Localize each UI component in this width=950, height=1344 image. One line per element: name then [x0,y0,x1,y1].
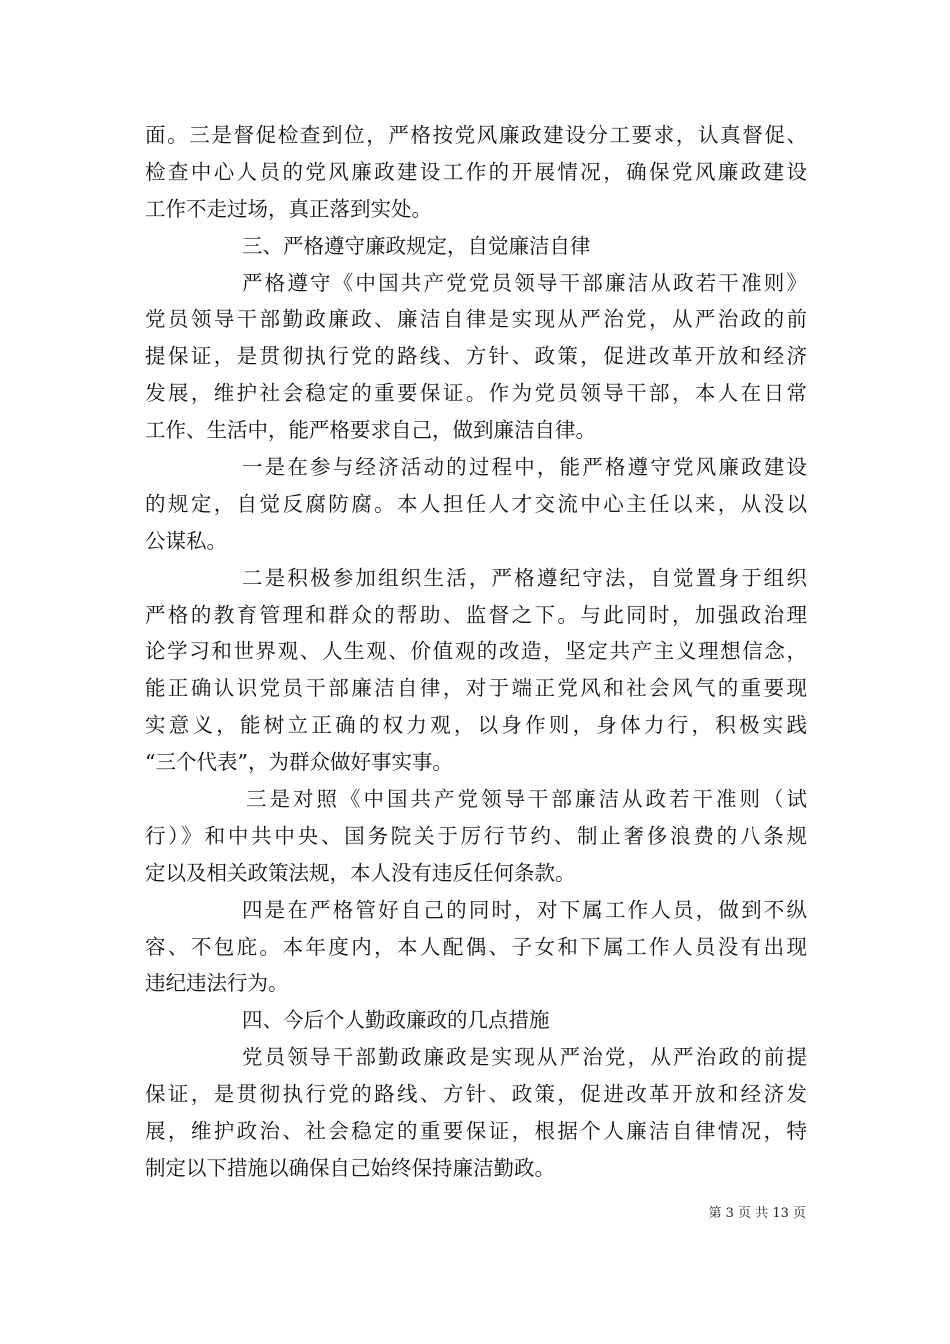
text-line: 发展，维护社会稳定的重要保证。作为党员领导干部，本人在日常 [145,381,807,406]
text-line: 党员领导干部勤政廉政是实现从严治党，从严治政的前提 [242,1045,807,1070]
text-line: 面。三是督促检查到位，严格按党风廉政建设分工要求，认真督促、 [145,123,807,147]
text-line: 行）》和中共中央、国务院关于厉行节约、制止奢侈浪费的八条规 [145,823,807,848]
text-line: 工作不走过场，真正落到实处。 [145,196,432,221]
text-line: 实意义，能树立正确的权力观，以身作则，身体力行，积极实践 [145,713,807,738]
text-line: 保证，是贯彻执行党的路线、方针、政策，促进改革开放和经济发 [145,1082,807,1107]
text-line: 违纪违法行为。 [145,971,289,996]
text-line: 严格遵守《中国共产党党员领导干部廉洁从政若干准则》 [242,270,807,295]
text-line: 工作、生活中，能严格要求自己，做到廉洁自律。 [145,418,596,443]
text-line: 的规定，自觉反腐防腐。本人担任人才交流中心主任以来，从没以 [145,491,807,516]
text-line: 展，维护政治、社会稳定的重要保证，根据个人廉洁自律情况，特 [145,1119,807,1144]
text-line: 提保证，是贯彻执行党的路线、方针、政策，促进改革开放和经济 [145,344,807,369]
page-number-footer: 第 3 页 共 13 页 [708,1206,806,1221]
section-heading: 三、严格遵守廉政规定，自觉廉洁自律 [242,233,591,258]
text-line: 四是在严格管好自己的同时，对下属工作人员，做到不纵 [242,897,807,922]
body-text [145,117,807,1187]
text-line: 定以及相关政策法规，本人没有违反任何条款。 [145,860,576,885]
text-line: 严格的教育管理和群众的帮助、监督之下。与此同时，加强政治理 [145,602,807,627]
text-line: 能正确认识党员干部廉洁自律，对于端正党风和社会风气的重要现 [145,676,807,701]
text-line: 一是在参与经济活动的过程中，能严格遵守党风廉政建设 [242,455,807,480]
text-line: 公谋私。 [145,528,227,553]
text-line: 制定以下措施以确保自己始终保持廉洁勤政。 [145,1155,555,1180]
text-line: 二是积极参加组织生活，严格遵纪守法，自觉置身于组织 [242,565,807,590]
text-line: 检查中心人员的党风廉政建设工作的开展情况，确保党风廉政建设 [145,159,807,184]
text-line: 容、不包庇。本年度内，本人配偶、子女和下属工作人员没有出现 [145,934,807,959]
text-line: 三是对照《中国共产党领导干部廉洁从政若干准则（试 [246,787,807,812]
text-line: 党员领导干部勤政廉政、廉洁自律是实现从严治党，从严治政的前 [145,307,807,332]
text-line: “三个代表”，为群众做好事实事。 [145,750,453,775]
section-heading: 四、今后个人勤政廉政的几点措施 [242,1008,550,1033]
text-line: 论学习和世界观、人生观、价值观的改造，坚定共产主义理想信念， [145,639,807,664]
